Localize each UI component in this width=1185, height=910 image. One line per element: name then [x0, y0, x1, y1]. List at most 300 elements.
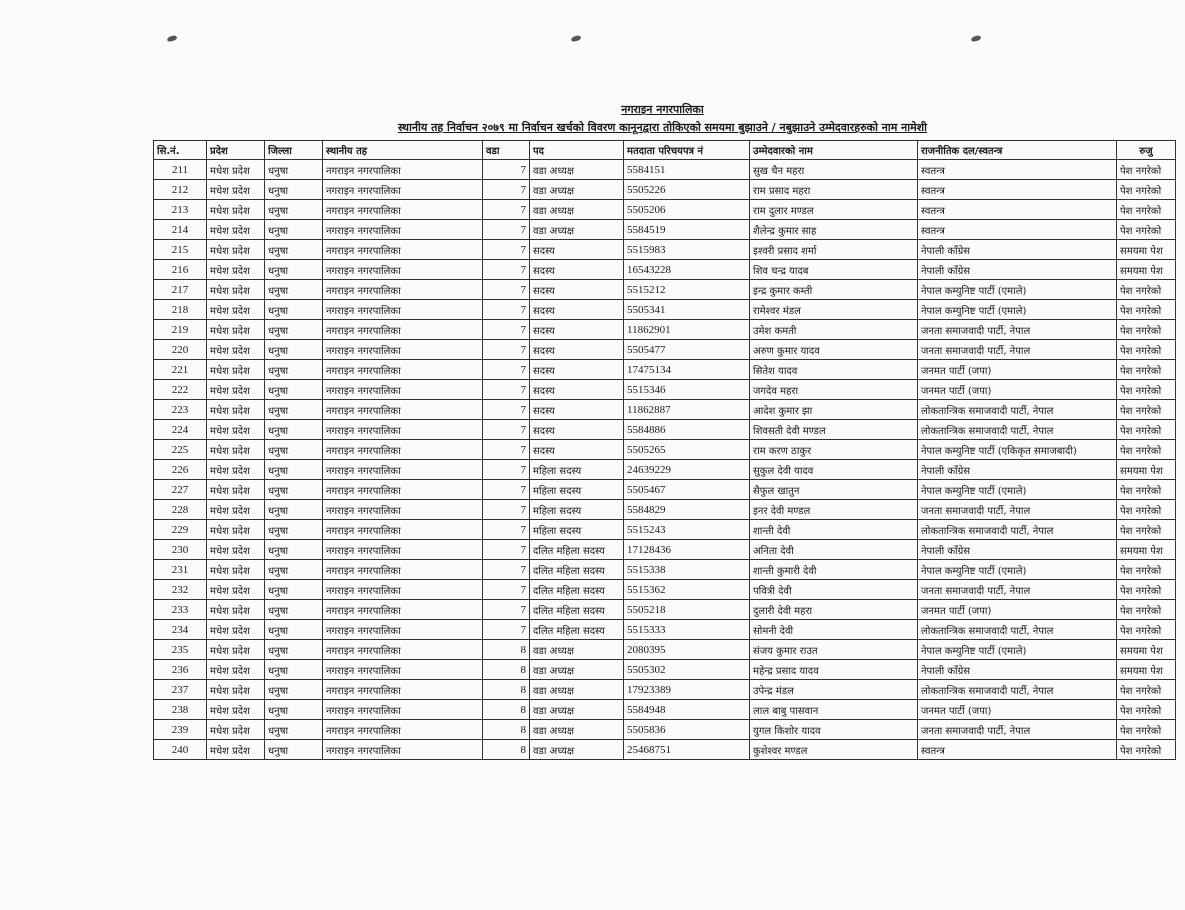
- candidate-name-cell: इनर देवी मण्डल: [750, 500, 918, 520]
- voter-id-cell: 5505836: [624, 720, 750, 740]
- post-cell: वडा अध्यक्ष: [530, 180, 624, 200]
- post-cell: सदस्य: [530, 280, 624, 300]
- party-cell: लोकतान्त्रिक समाजवादी पार्टी, नेपाल: [918, 400, 1117, 420]
- local-level-cell: नगराइन नगरपालिका: [323, 340, 483, 360]
- district-cell: धनुषा: [265, 200, 323, 220]
- post-cell: वडा अध्यक्ष: [530, 740, 624, 760]
- table-row: [154, 420, 1176, 440]
- voter-id-cell: 25468751: [624, 740, 750, 760]
- district-cell: धनुषा: [265, 320, 323, 340]
- table-row: [154, 280, 1176, 300]
- province-cell: मधेश प्रदेश: [207, 660, 265, 680]
- ward-cell: 7: [483, 300, 530, 320]
- serial-cell: 231: [154, 560, 207, 580]
- status-cell: पेश नगरेको: [1117, 480, 1176, 500]
- candidate-name-cell: राम करण ठाकुर: [750, 440, 918, 460]
- ward-cell: 7: [483, 180, 530, 200]
- ward-cell: 7: [483, 160, 530, 180]
- table-row: [154, 680, 1176, 700]
- party-cell: नेपाल कम्युनिष्ट पार्टी (एमाले): [918, 560, 1117, 580]
- col-header-post: पद: [530, 141, 624, 160]
- district-cell: धनुषा: [265, 640, 323, 660]
- voter-id-cell: 5515243: [624, 520, 750, 540]
- candidate-name-cell: उपेन्द्र मंडल: [750, 680, 918, 700]
- party-cell: लोकतान्त्रिक समाजवादी पार्टी, नेपाल: [918, 680, 1117, 700]
- voter-id-cell: 5515346: [624, 380, 750, 400]
- district-cell: धनुषा: [265, 540, 323, 560]
- serial-cell: 227: [154, 480, 207, 500]
- province-cell: मधेश प्रदेश: [207, 720, 265, 740]
- local-level-cell: नगराइन नगरपालिका: [323, 280, 483, 300]
- district-cell: धनुषा: [265, 740, 323, 760]
- candidate-name-cell: शिव चन्द्र यादब: [750, 260, 918, 280]
- ward-cell: 7: [483, 520, 530, 540]
- status-cell: पेश नगरेको: [1117, 500, 1176, 520]
- status-cell: पेश नगरेको: [1117, 300, 1176, 320]
- ward-cell: 8: [483, 680, 530, 700]
- voter-id-cell: 17923389: [624, 680, 750, 700]
- local-level-cell: नगराइन नगरपालिका: [323, 300, 483, 320]
- province-cell: मधेश प्रदेश: [207, 240, 265, 260]
- province-cell: मधेश प्रदेश: [207, 300, 265, 320]
- district-cell: धनुषा: [265, 520, 323, 540]
- status-cell: पेश नगरेको: [1117, 680, 1176, 700]
- table-row: [154, 180, 1176, 200]
- punch-hole-mark-left: [166, 35, 177, 43]
- serial-cell: 234: [154, 620, 207, 640]
- serial-cell: 226: [154, 460, 207, 480]
- province-cell: मधेश प्रदेश: [207, 580, 265, 600]
- candidate-name-cell: इन्द्र कुमार कम्ती: [750, 280, 918, 300]
- candidate-name-cell: युगल किशोर यादव: [750, 720, 918, 740]
- candidate-name-cell: इश्वरी प्रसाद शर्मा: [750, 240, 918, 260]
- local-level-cell: नगराइन नगरपालिका: [323, 420, 483, 440]
- candidate-name-cell: आदेश कुमार झा: [750, 400, 918, 420]
- serial-cell: 233: [154, 600, 207, 620]
- status-cell: पेश नगरेको: [1117, 400, 1176, 420]
- ward-cell: 8: [483, 640, 530, 660]
- serial-cell: 235: [154, 640, 207, 660]
- post-cell: वडा अध्यक्ष: [530, 720, 624, 740]
- district-cell: धनुषा: [265, 180, 323, 200]
- table-row: [154, 340, 1176, 360]
- voter-id-cell: 17128436: [624, 540, 750, 560]
- province-cell: मधेश प्रदेश: [207, 480, 265, 500]
- party-cell: जनता समाजवादी पार्टी, नेपाल: [918, 340, 1117, 360]
- post-cell: वडा अध्यक्ष: [530, 220, 624, 240]
- table-row: [154, 660, 1176, 680]
- serial-cell: 212: [154, 180, 207, 200]
- ward-cell: 7: [483, 420, 530, 440]
- local-level-cell: नगराइन नगरपालिका: [323, 640, 483, 660]
- status-cell: पेश नगरेको: [1117, 440, 1176, 460]
- district-cell: धनुषा: [265, 620, 323, 640]
- province-cell: मधेश प्रदेश: [207, 680, 265, 700]
- candidate-name-cell: दुलारी देवी महरा: [750, 600, 918, 620]
- district-cell: धनुषा: [265, 420, 323, 440]
- candidate-name-cell: उमेश कमती: [750, 320, 918, 340]
- table-row: [154, 200, 1176, 220]
- candidate-name-cell: शिवसती देवी मण्डल: [750, 420, 918, 440]
- local-level-cell: नगराइन नगरपालिका: [323, 520, 483, 540]
- status-cell: समयमा पेश: [1117, 260, 1176, 280]
- ward-cell: 7: [483, 600, 530, 620]
- table-row: [154, 360, 1176, 380]
- ward-cell: 7: [483, 400, 530, 420]
- post-cell: सदस्य: [530, 240, 624, 260]
- party-cell: स्वतन्त्र: [918, 220, 1117, 240]
- district-cell: धनुषा: [265, 220, 323, 240]
- status-cell: पेश नगरेको: [1117, 280, 1176, 300]
- party-cell: नेपाल कम्युनिष्ट पार्टी (एमाले): [918, 300, 1117, 320]
- post-cell: सदस्य: [530, 380, 624, 400]
- candidate-name-cell: अनिता देवी: [750, 540, 918, 560]
- post-cell: सदस्य: [530, 440, 624, 460]
- table-row: [154, 620, 1176, 640]
- serial-cell: 216: [154, 260, 207, 280]
- ward-cell: 8: [483, 700, 530, 720]
- local-level-cell: नगराइन नगरपालिका: [323, 480, 483, 500]
- party-cell: जनता समाजवादी पार्टी, नेपाल: [918, 720, 1117, 740]
- status-cell: समयमा पेश: [1117, 240, 1176, 260]
- local-level-cell: नगराइन नगरपालिका: [323, 540, 483, 560]
- serial-cell: 238: [154, 700, 207, 720]
- party-cell: जनमत पार्टी (जपा): [918, 600, 1117, 620]
- local-level-cell: नगराइन नगरपालिका: [323, 600, 483, 620]
- post-cell: महिला सदस्य: [530, 460, 624, 480]
- post-cell: सदस्य: [530, 400, 624, 420]
- serial-cell: 222: [154, 380, 207, 400]
- serial-cell: 232: [154, 580, 207, 600]
- ward-cell: 8: [483, 720, 530, 740]
- document-subtitle: स्थानीय तह निर्वाचन २०७९ मा निर्वाचन खर्चको विवरण कानूनद्वारा तोकिएको समयमा बुझाउने / नबुझाउने उम्मेदवारहरुको नाम नामेशी: [397, 121, 928, 134]
- col-header-party: राजनीतिक दल/स्वतन्त्र: [918, 141, 1117, 160]
- status-cell: पेश नगरेको: [1117, 620, 1176, 640]
- table-row: [154, 240, 1176, 260]
- candidate-name-cell: सितेश यादव: [750, 360, 918, 380]
- voter-id-cell: 5584829: [624, 500, 750, 520]
- voter-id-cell: 5515212: [624, 280, 750, 300]
- serial-cell: 215: [154, 240, 207, 260]
- punch-hole-mark-right: [970, 35, 981, 43]
- voter-id-cell: 5515362: [624, 580, 750, 600]
- district-cell: धनुषा: [265, 480, 323, 500]
- local-level-cell: नगराइन नगरपालिका: [323, 320, 483, 340]
- district-cell: धनुषा: [265, 720, 323, 740]
- voter-id-cell: 5505265: [624, 440, 750, 460]
- status-cell: पेश नगरेको: [1117, 560, 1176, 580]
- ward-cell: 7: [483, 280, 530, 300]
- post-cell: वडा अध्यक्ष: [530, 640, 624, 660]
- table-row: [154, 640, 1176, 660]
- table-row: [154, 740, 1176, 760]
- district-cell: धनुषा: [265, 580, 323, 600]
- table-row: [154, 300, 1176, 320]
- candidate-name-cell: महेन्द्र प्रसाद यादव: [750, 660, 918, 680]
- province-cell: मधेश प्रदेश: [207, 260, 265, 280]
- province-cell: मधेश प्रदेश: [207, 280, 265, 300]
- ward-cell: 7: [483, 260, 530, 280]
- serial-cell: 223: [154, 400, 207, 420]
- candidate-name-cell: अरुण कुमार यादव: [750, 340, 918, 360]
- party-cell: जनता समाजवादी पार्टी, नेपाल: [918, 580, 1117, 600]
- document-title: नगराइन नगरपालिका: [621, 103, 704, 116]
- table-row: [154, 520, 1176, 540]
- table-row: [154, 320, 1176, 340]
- status-cell: पेश नगरेको: [1117, 200, 1176, 220]
- status-cell: पेश नगरेको: [1117, 380, 1176, 400]
- serial-cell: 218: [154, 300, 207, 320]
- post-cell: वडा अध्यक्ष: [530, 680, 624, 700]
- province-cell: मधेश प्रदेश: [207, 620, 265, 640]
- table-row: [154, 480, 1176, 500]
- post-cell: वडा अध्यक्ष: [530, 700, 624, 720]
- candidate-name-cell: शान्ती कुमारी देवी: [750, 560, 918, 580]
- voter-id-cell: 16543228: [624, 260, 750, 280]
- local-level-cell: नगराइन नगरपालिका: [323, 400, 483, 420]
- party-cell: लोकतान्त्रिक समाजवादी पार्टी, नेपाल: [918, 620, 1117, 640]
- district-cell: धनुषा: [265, 340, 323, 360]
- local-level-cell: नगराइन नगरपालिका: [323, 580, 483, 600]
- party-cell: नेपाली काँग्रेस: [918, 240, 1117, 260]
- candidate-table: [153, 140, 1176, 760]
- voter-id-cell: 5584948: [624, 700, 750, 720]
- ward-cell: 7: [483, 480, 530, 500]
- voter-id-cell: 5584151: [624, 160, 750, 180]
- serial-cell: 219: [154, 320, 207, 340]
- voter-id-cell: 11862901: [624, 320, 750, 340]
- table-row: [154, 440, 1176, 460]
- post-cell: दलित महिला सदस्य: [530, 620, 624, 640]
- candidate-name-cell: कुशेश्वर मण्डल: [750, 740, 918, 760]
- province-cell: मधेश प्रदेश: [207, 340, 265, 360]
- province-cell: मधेश प्रदेश: [207, 440, 265, 460]
- party-cell: जनमत पार्टी (जपा): [918, 700, 1117, 720]
- table-row: [154, 580, 1176, 600]
- province-cell: मधेश प्रदेश: [207, 640, 265, 660]
- voter-id-cell: 5505467: [624, 480, 750, 500]
- party-cell: जनमत पार्टी (जपा): [918, 360, 1117, 380]
- party-cell: नेपाली काँग्रेस: [918, 260, 1117, 280]
- punch-hole-mark-center: [570, 35, 581, 43]
- ward-cell: 7: [483, 560, 530, 580]
- province-cell: मधेश प्रदेश: [207, 160, 265, 180]
- table-row: [154, 160, 1176, 180]
- voter-id-cell: 5505477: [624, 340, 750, 360]
- district-cell: धनुषा: [265, 380, 323, 400]
- status-cell: पेश नगरेको: [1117, 600, 1176, 620]
- candidate-name-cell: लाल बाबु पासवान: [750, 700, 918, 720]
- voter-id-cell: 5515338: [624, 560, 750, 580]
- serial-cell: 214: [154, 220, 207, 240]
- province-cell: मधेश प्रदेश: [207, 540, 265, 560]
- status-cell: पेश नगरेको: [1117, 220, 1176, 240]
- district-cell: धनुषा: [265, 660, 323, 680]
- ward-cell: 8: [483, 660, 530, 680]
- ward-cell: 7: [483, 340, 530, 360]
- post-cell: सदस्य: [530, 260, 624, 280]
- candidate-name-cell: जगदेव महरा: [750, 380, 918, 400]
- table-header-row: [154, 141, 1176, 160]
- district-cell: धनुषा: [265, 500, 323, 520]
- province-cell: मधेश प्रदेश: [207, 700, 265, 720]
- party-cell: स्वतन्त्र: [918, 740, 1117, 760]
- status-cell: पेश नगरेको: [1117, 320, 1176, 340]
- post-cell: सदस्य: [530, 340, 624, 360]
- serial-cell: 213: [154, 200, 207, 220]
- serial-cell: 236: [154, 660, 207, 680]
- post-cell: दलित महिला सदस्य: [530, 540, 624, 560]
- local-level-cell: नगराइन नगरपालिका: [323, 680, 483, 700]
- voter-id-cell: 5505341: [624, 300, 750, 320]
- voter-id-cell: 5505206: [624, 200, 750, 220]
- province-cell: मधेश प्रदेश: [207, 360, 265, 380]
- local-level-cell: नगराइन नगरपालिका: [323, 660, 483, 680]
- local-level-cell: नगराइन नगरपालिका: [323, 560, 483, 580]
- local-level-cell: नगराइन नगरपालिका: [323, 260, 483, 280]
- status-cell: पेश नगरेको: [1117, 180, 1176, 200]
- candidate-name-cell: पवित्री देवी: [750, 580, 918, 600]
- serial-cell: 211: [154, 160, 207, 180]
- party-cell: नेपाल कम्युनिष्ट पार्टी (एकिकृत समाजबादी): [918, 440, 1117, 460]
- candidate-name-cell: रामेश्वर मंडल: [750, 300, 918, 320]
- party-cell: नेपाल कम्युनिष्ट पार्टी (एमाले): [918, 640, 1117, 660]
- ward-cell: 7: [483, 360, 530, 380]
- post-cell: महिला सदस्य: [530, 500, 624, 520]
- serial-cell: 221: [154, 360, 207, 380]
- party-cell: नेपाली काँग्रेस: [918, 660, 1117, 680]
- district-cell: धनुषा: [265, 240, 323, 260]
- district-cell: धनुषा: [265, 160, 323, 180]
- voter-id-cell: 5584886: [624, 420, 750, 440]
- serial-cell: 220: [154, 340, 207, 360]
- voter-id-cell: 11862887: [624, 400, 750, 420]
- candidate-name-cell: शैलेन्द्र कुमार साह: [750, 220, 918, 240]
- post-cell: वडा अध्यक्ष: [530, 660, 624, 680]
- ward-cell: 7: [483, 500, 530, 520]
- ward-cell: 7: [483, 220, 530, 240]
- table-row: [154, 220, 1176, 240]
- candidate-name-cell: राम प्रसाद महरा: [750, 180, 918, 200]
- post-cell: सदस्य: [530, 420, 624, 440]
- voter-id-cell: 5584519: [624, 220, 750, 240]
- col-header-local-level: स्थानीय तह: [323, 141, 483, 160]
- province-cell: मधेश प्रदेश: [207, 500, 265, 520]
- ward-cell: 7: [483, 380, 530, 400]
- party-cell: स्वतन्त्र: [918, 160, 1117, 180]
- ward-cell: 7: [483, 240, 530, 260]
- serial-cell: 224: [154, 420, 207, 440]
- ward-cell: 7: [483, 540, 530, 560]
- candidate-name-cell: राम दुलार मण्डल: [750, 200, 918, 220]
- candidate-name-cell: सुख चैन महरा: [750, 160, 918, 180]
- local-level-cell: नगराइन नगरपालिका: [323, 700, 483, 720]
- party-cell: नेपाल कम्युनिष्ट पार्टी (एमाले): [918, 480, 1117, 500]
- serial-cell: 228: [154, 500, 207, 520]
- voter-id-cell: 2080395: [624, 640, 750, 660]
- candidate-name-cell: शान्ती देवी: [750, 520, 918, 540]
- local-level-cell: नगराइन नगरपालिका: [323, 380, 483, 400]
- status-cell: पेश नगरेको: [1117, 700, 1176, 720]
- table-row: [154, 260, 1176, 280]
- status-cell: पेश नगरेको: [1117, 420, 1176, 440]
- post-cell: महिला सदस्य: [530, 520, 624, 540]
- province-cell: मधेश प्रदेश: [207, 520, 265, 540]
- party-cell: नेपाली काँग्रेस: [918, 460, 1117, 480]
- serial-cell: 217: [154, 280, 207, 300]
- local-level-cell: नगराइन नगरपालिका: [323, 440, 483, 460]
- ward-cell: 7: [483, 460, 530, 480]
- table-row: [154, 720, 1176, 740]
- serial-cell: 230: [154, 540, 207, 560]
- table-row: [154, 460, 1176, 480]
- district-cell: धनुषा: [265, 460, 323, 480]
- status-cell: पेश नगरेको: [1117, 720, 1176, 740]
- local-level-cell: नगराइन नगरपालिका: [323, 360, 483, 380]
- serial-cell: 239: [154, 720, 207, 740]
- district-cell: धनुषा: [265, 440, 323, 460]
- status-cell: समयमा पेश: [1117, 660, 1176, 680]
- status-cell: पेश नगरेको: [1117, 740, 1176, 760]
- district-cell: धनुषा: [265, 360, 323, 380]
- party-cell: जनमत पार्टी (जपा): [918, 380, 1117, 400]
- ward-cell: 7: [483, 200, 530, 220]
- district-cell: धनुषा: [265, 700, 323, 720]
- local-level-cell: नगराइन नगरपालिका: [323, 200, 483, 220]
- local-level-cell: नगराइन नगरपालिका: [323, 500, 483, 520]
- province-cell: मधेश प्रदेश: [207, 180, 265, 200]
- col-header-candidate-name: उम्मेदवारको नाम: [750, 141, 918, 160]
- candidate-name-cell: सुकुल देवी यादव: [750, 460, 918, 480]
- province-cell: मधेश प्रदेश: [207, 320, 265, 340]
- table-row: [154, 700, 1176, 720]
- district-cell: धनुषा: [265, 560, 323, 580]
- voter-id-cell: 5505226: [624, 180, 750, 200]
- col-header-district: जिल्ला: [265, 141, 323, 160]
- province-cell: मधेश प्रदेश: [207, 200, 265, 220]
- local-level-cell: नगराइन नगरपालिका: [323, 220, 483, 240]
- local-level-cell: नगराइन नगरपालिका: [323, 240, 483, 260]
- province-cell: मधेश प्रदेश: [207, 400, 265, 420]
- ward-cell: 7: [483, 620, 530, 640]
- ward-cell: 7: [483, 440, 530, 460]
- col-header-voter-id: मतदाता परिचयपत्र नं: [624, 141, 750, 160]
- voter-id-cell: 5505218: [624, 600, 750, 620]
- col-header-status: रुजु: [1117, 141, 1176, 160]
- party-cell: जनता समाजवादी पार्टी, नेपाल: [918, 320, 1117, 340]
- post-cell: सदस्य: [530, 360, 624, 380]
- voter-id-cell: 17475134: [624, 360, 750, 380]
- table-row: [154, 560, 1176, 580]
- serial-cell: 229: [154, 520, 207, 540]
- voter-id-cell: 5515333: [624, 620, 750, 640]
- ward-cell: 7: [483, 580, 530, 600]
- table-row: [154, 500, 1176, 520]
- candidate-name-cell: सोमनी देवी: [750, 620, 918, 640]
- district-cell: धनुषा: [265, 400, 323, 420]
- post-cell: दलित महिला सदस्य: [530, 600, 624, 620]
- col-header-province: प्रदेश: [207, 141, 265, 160]
- ward-cell: 7: [483, 320, 530, 340]
- party-cell: लोकतान्त्रिक समाजवादी पार्टी, नेपाल: [918, 520, 1117, 540]
- local-level-cell: नगराइन नगरपालिका: [323, 740, 483, 760]
- local-level-cell: नगराइन नगरपालिका: [323, 720, 483, 740]
- province-cell: मधेश प्रदेश: [207, 460, 265, 480]
- party-cell: नेपाल कम्युनिष्ट पार्टी (एमाले): [918, 280, 1117, 300]
- post-cell: वडा अध्यक्ष: [530, 200, 624, 220]
- district-cell: धनुषा: [265, 600, 323, 620]
- table-row: [154, 380, 1176, 400]
